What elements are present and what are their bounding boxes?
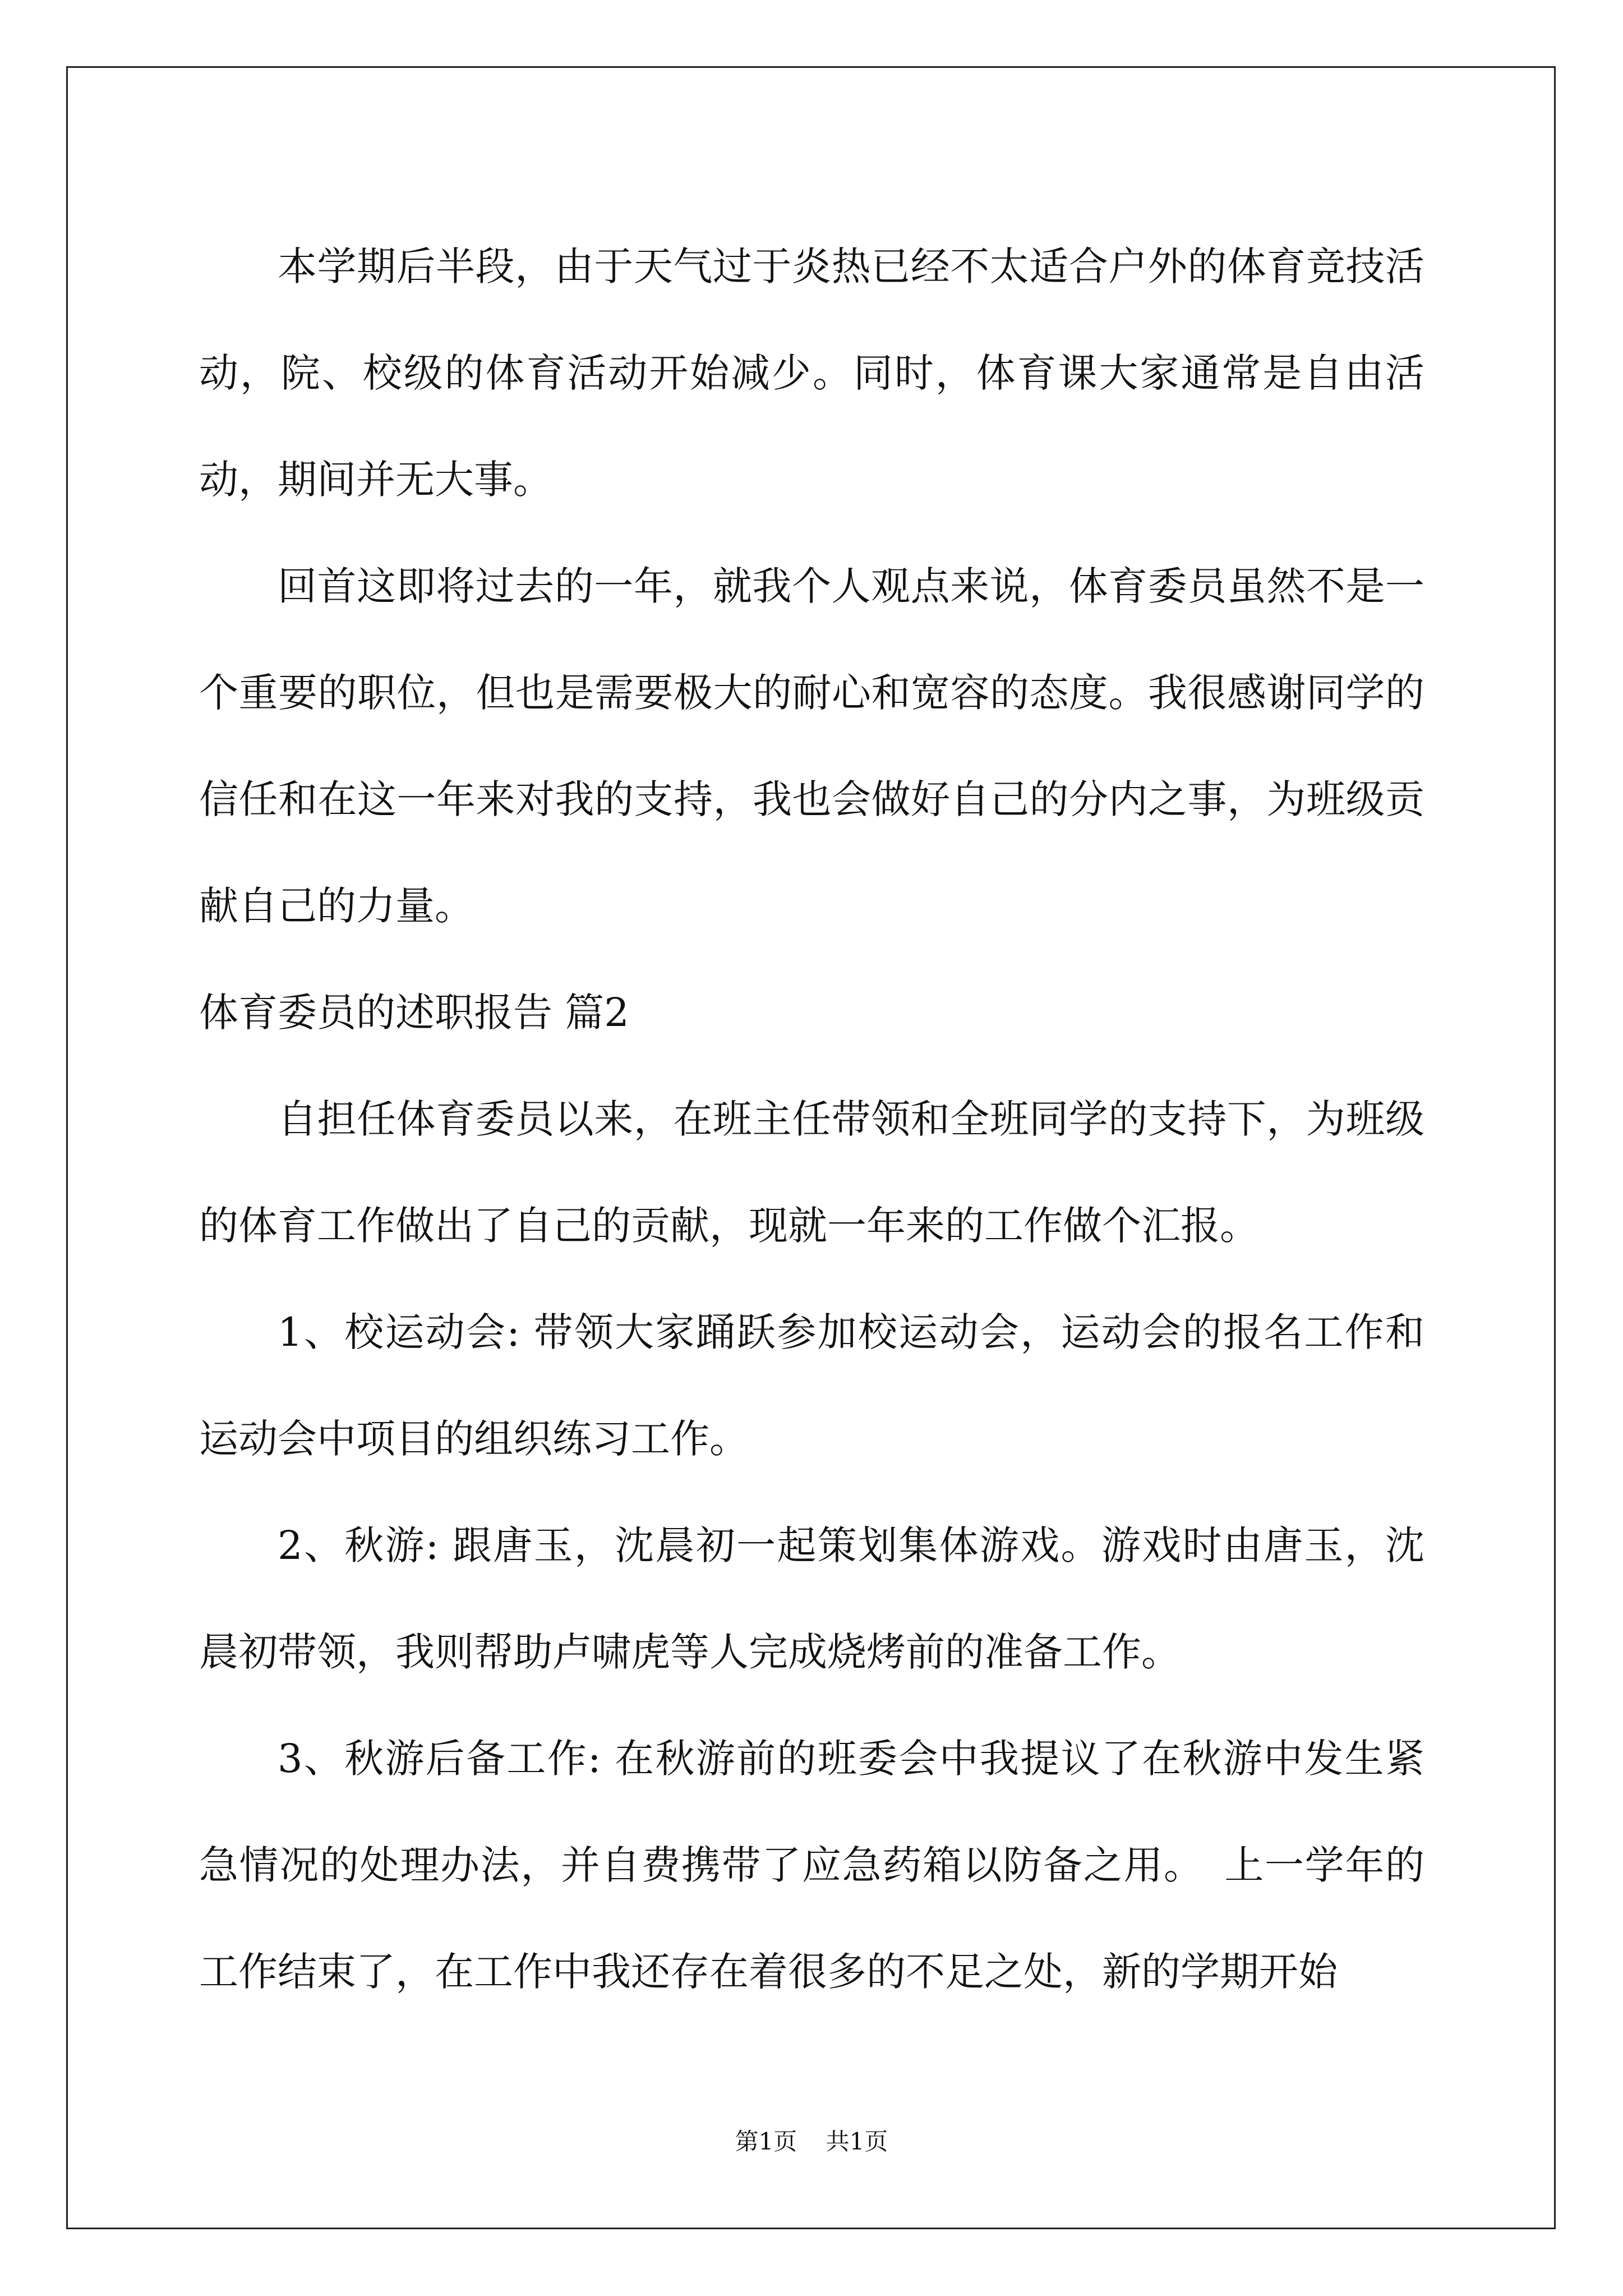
paragraph: 自担任体育委员以来，在班主任带领和全班同学的支持下，为班级的体育工作做出了自己的贡献，现就一年来的工作做个汇报。 (199, 1096, 1424, 1249)
paragraph: 1、校运动会: 带领大家踊跃参加校运动会，运动会的报名工作和运动会中项目的组织练习工作。 (199, 1309, 1424, 1462)
page-footer (0, 2125, 1623, 2159)
paragraph: 3、秋游后备工作: 在秋游前的班委会中我提议了在秋游中发生紧急情况的处理办法，并自费携带了应急药箱以防备之用。 上一学年的工作结束了，在工作中我还存在着很多的不足之处，新的学期开始 (199, 1736, 1424, 1995)
page-total: 共1页 (826, 2128, 888, 2155)
document-body (199, 213, 1424, 2008)
paragraph: 回首这即将过去的一年，就我个人观点来说，体育委员虽然不是一个重要的职位，但也是需要极大的耐心和宽容的态度。我很感谢同学的信任和在这一年来对我的支持，我也会做好自己的分内之事，为班级贡献自己的力量。 (199, 563, 1424, 929)
section-heading: 体育委员的述职报告 篇2 (199, 990, 629, 1036)
paragraph: 2、秋游: 跟唐玉，沈晨初一起策划集体游戏。游戏时由唐玉，沈晨初带领，我则帮助卢啸虎等人完成烧烤前的准备工作。 (199, 1522, 1424, 1675)
page-number: 第1页 (735, 2128, 797, 2155)
paragraph: 本学期后半段，由于天气过于炎热已经不太适合户外的体育竞技活动，院、校级的体育活动开始减少。同时，体育课大家通常是自由活动，期间并无大事。 (199, 243, 1424, 503)
